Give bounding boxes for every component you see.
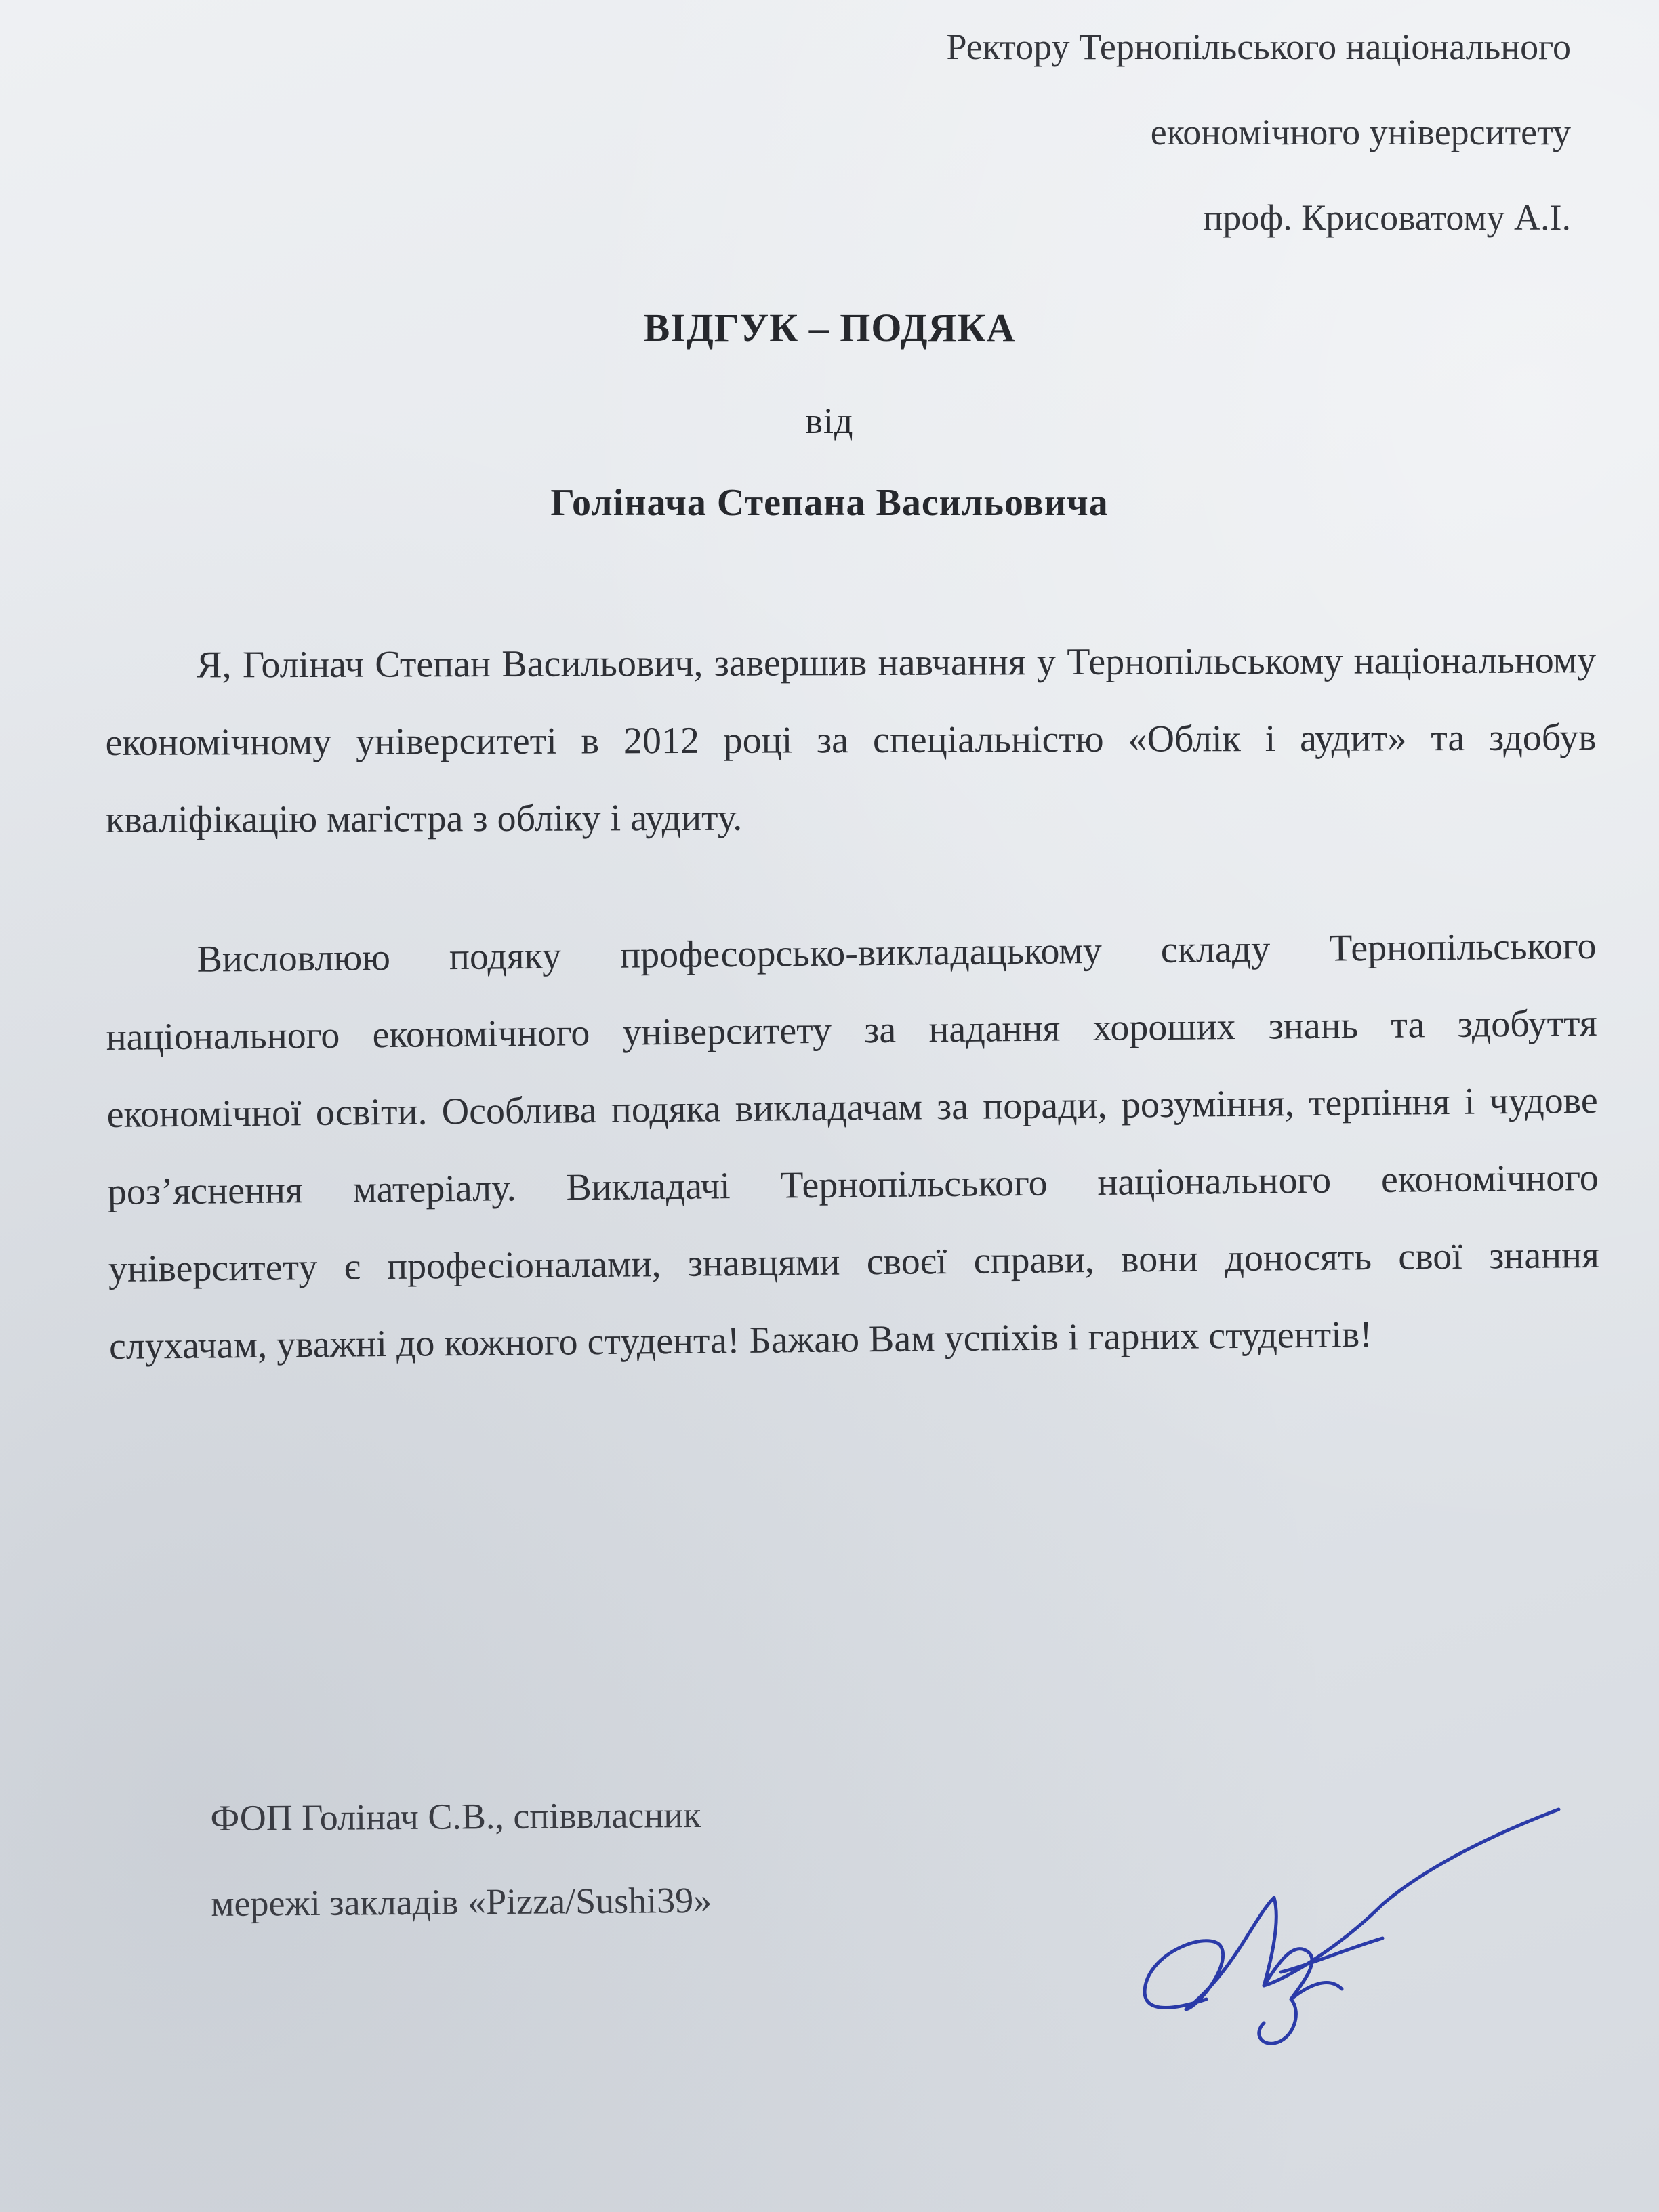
signatory-line-1: ФОП Голінач С.В., співвласник xyxy=(210,1794,701,1839)
signature-stroke-hook xyxy=(1259,1999,1296,2043)
handwritten-signature xyxy=(1125,1803,1565,2047)
signatory-block xyxy=(210,1772,712,1946)
addressee-line-2: економічного університету xyxy=(1150,112,1571,152)
signature-stroke-tail xyxy=(1264,1809,1559,1986)
body-paragraph-2: Висловлюю подяку професорсько-викладацькому складу Тернопільського національного економічного університету за надання хороших знань та здобуття економічної освіти. Особлива подяка викладачам за поради, розуміння, терпіння і чудове роз’яснення матеріалу. Викладачі Тернопільського національного економічного університету є професіоналами, знавцями своєї справи, вони доносять свої знання слухачам, уважні до кожного студента! Бажаю Вам успіхів і гарних студентів! xyxy=(106,924,1600,1368)
from-word: від xyxy=(805,401,854,441)
document-title: ВІДГУК – ПОДЯКА xyxy=(643,306,1016,350)
body-paragraph-1: Я, Голінач Степан Васильович, завершив навчання у Тернопільському національному економічному університеті в 2012 році за спеціальністю «Облік і аудит» та здобув кваліфікацію магістра з обліку і аудиту. xyxy=(105,639,1597,841)
addressee-block xyxy=(690,4,1571,260)
signature-stroke-main xyxy=(1145,1898,1342,2009)
addressee-line-1: Ректору Тернопільського національного xyxy=(946,26,1571,67)
signatory-line-2: мережі закладів «Pizza/Sushi39» xyxy=(211,1879,712,1924)
addressee-line-3: проф. Крисоватому А.І. xyxy=(1203,197,1571,238)
author-name: Голінача Степана Васильовича xyxy=(550,482,1109,524)
signature-stroke-underline xyxy=(1281,1938,1382,1972)
